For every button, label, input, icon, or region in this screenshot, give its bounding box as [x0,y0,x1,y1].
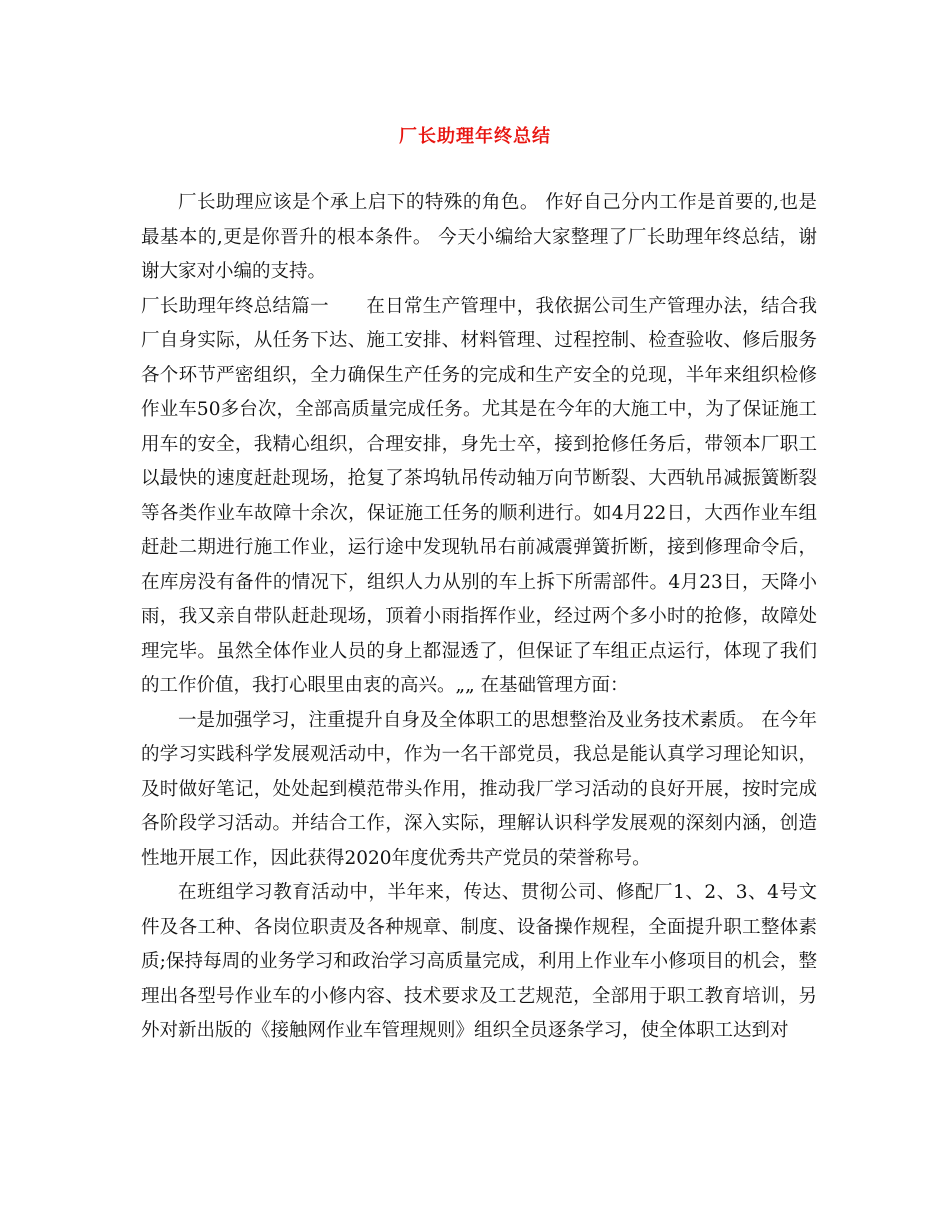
paragraph-learning: 一是加强学习，注重提升自身及全体职工的思想整治及业务技术素质。 在今年的学习实践科学发展观活动中，作为一名干部党员，我总是能认真学习理论知识，及时做好笔记，处处起到模范带头作用，推动我厂学习活动的良好开展，按时完成各阶段学习活动。并结合工作，深入实际，理解认识科学发展观的深刻内涵，创造性地开展工作，因此获得2020年度优秀共产党员的荣誉称号。 [141,709,817,869]
document-title: 厂长助理年终总结 [399,126,551,147]
document-body [141,186,817,1049]
paragraph-team-education: 在班组学习教育活动中，半年来，传达、贯彻公司、修配厂1、2、3、4号文件及各工种、各岗位职责及各种规章、制度、设备操作规程，全面提升职工整体素质;保持每周的业务学习和政治学习高质量完成，利用上作业车小修项目的机会，整理出各型号作业车的小修内容、技术要求及工艺规范，全部用于职工教育培训，另外对新出版的《接触网作业车管理规则》组织全员逐条学习，使全体职工达到对 [141,882,817,1041]
paragraph-intro: 厂长助理应该是个承上启下的特殊的角色。 作好自己分内工作是首要的,也是最基本的,更是你晋升的根本条件。 今天小编给大家整理了厂长助理年终总结，谢谢大家对小编的支持。 [141,192,817,282]
paragraph-summary-part-one: 厂长助理年终总结篇一 在日常生产管理中，我依据公司生产管理办法，结合我厂自身实际，从任务下达、施工安排、材料管理、过程控制、检查验收、修后服务各个环节严密组织，全力确保生产任务的完成和生产安全的兑现，半年来组织检修作业车50多台次，全部高质量完成任务。尤其是在今年的大施工中，为了保证施工用车的安全，我精心组织，合理安排，身先士卒，接到抢修任务后，带领本厂职工以最快的速度赶赴现场，抢复了茶坞轨吊传动轴万向节断裂、大西轨吊减振簧断裂等各类作业车故障十余次，保证施工任务的顺利进行。如4月22日，大西作业车组赶赴二期进行施工作业，运行途中发现轨吊右前减震弹簧折断，接到修理命令后，在库房没有备件的情况下，组织人力从别的车上拆下所需部件。4月23日，天降小雨，我又亲自带队赶赴现场，顶着小雨指挥作业，经过两个多小时的抢修，故障处理完毕。虽然全体作业人员的身上都湿透了，但保证了车组正点运行，体现了我们的工作价值，我打心眼里由衷的高兴。„„ 在基础管理方面： [141,295,817,696]
